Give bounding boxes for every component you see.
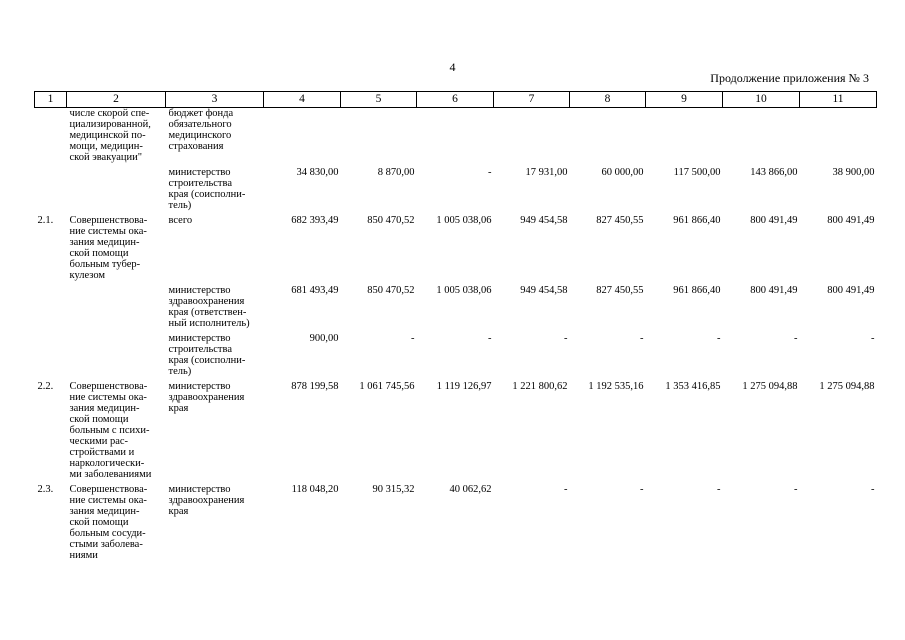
amount-cell: 961 866,40 [673,215,721,226]
amount-cell: 1 275 094,88 [742,381,798,392]
amount-cell: - [794,333,798,344]
column-header: 1 [35,92,67,108]
table-row [35,283,877,331]
amount-cell: - [640,333,644,344]
amount-cell: 1 005 038,06 [436,215,492,226]
amount-cell: 90 315,32 [372,484,415,495]
appendix-caption: Продолжение приложения № 3 [710,71,869,85]
table-row [35,482,877,563]
funding-source: министерство здравоохранения края [168,381,245,414]
measure-name: числе скорой спе- циализированной, медицинской по- мощи, медицин- ской эвакуации" [69,108,151,163]
row-index [35,165,67,213]
column-header: 6 [417,92,494,108]
amount-cell: 827 450,55 [596,215,644,226]
amount-cell: - [871,333,875,344]
appendix-table [34,91,877,563]
amount-cell: - [488,167,492,178]
amount-cell: - [871,484,875,495]
amount-cell: 34 830,00 [296,167,339,178]
amount-cell [264,108,341,166]
measure-name [67,165,166,213]
amount-cell: 949 454,58 [520,215,568,226]
row-index [35,283,67,331]
column-header: 2 [67,92,166,108]
table-row [35,108,877,166]
amount-cell: 800 491,49 [750,285,798,296]
amount-cell: 827 450,55 [596,285,644,296]
amount-cell: 117 500,00 [673,167,721,178]
measure-name: Совершенствова- ние системы ока- зания медицин- ской помощи больным тубер- кулезом [69,215,148,281]
column-header: 11 [800,92,877,108]
column-header: 9 [646,92,723,108]
amount-cell: 8 870,00 [377,167,415,178]
funding-source: министерство здравоохранения края (ответствен- ный исполнитель) [168,285,250,329]
table-row [35,379,877,482]
funding-source: министерство строительства края (соисполни- тель) [168,167,246,211]
amount-cell: 800 491,49 [827,215,875,226]
table-row [35,331,877,379]
amount-cell: - [564,484,568,495]
amount-cell [723,108,800,166]
measure-name: Совершенствова- ние системы ока- зания медицин- ской помощи больным сосуди- стыми заболева- ниями [69,484,148,561]
row-index [35,331,67,379]
amount-cell: - [640,484,644,495]
amount-cell: 1 353 416,85 [665,381,721,392]
column-header: 3 [166,92,264,108]
funding-source: всего [168,215,193,226]
amount-cell: 1 119 126,97 [436,381,492,392]
amount-cell: 118 048,20 [291,484,339,495]
table-row [35,165,877,213]
funding-source: министерство здравоохранения края [168,484,245,517]
amount-cell: 1 221 800,62 [512,381,568,392]
amount-cell: 900,00 [309,333,339,344]
amount-cell: 800 491,49 [750,215,798,226]
amount-cell: 850 470,52 [367,215,415,226]
amount-cell: - [717,484,721,495]
amount-cell: 1 005 038,06 [436,285,492,296]
column-header: 7 [494,92,570,108]
measure-name: Совершенствова- ние системы ока- зания медицин- ской помощи больным с психи- ческими рас- стройствами и наркологически- ми заболеваниями [69,381,152,480]
amount-cell [570,108,646,166]
amount-cell: 1 192 535,16 [588,381,644,392]
amount-cell: 682 393,49 [291,215,339,226]
amount-cell [646,108,723,166]
amount-cell [800,108,877,166]
amount-cell: 681 493,49 [291,285,339,296]
column-header: 10 [723,92,800,108]
row-index [35,108,67,166]
amount-cell [494,108,570,166]
amount-cell [341,108,417,166]
amount-cell [417,108,494,166]
amount-cell: 800 491,49 [827,285,875,296]
amount-cell: 878 199,58 [291,381,339,392]
amount-cell: 1 061 745,56 [359,381,415,392]
column-header: 5 [341,92,417,108]
table-body [35,108,877,564]
amount-cell: - [717,333,721,344]
row-index: 2.3. [37,484,54,495]
amount-cell: - [794,484,798,495]
amount-cell: - [564,333,568,344]
amount-cell: - [488,333,492,344]
amount-cell: 143 866,00 [750,167,798,178]
amount-cell: - [411,333,415,344]
amount-cell: 961 866,40 [673,285,721,296]
row-index: 2.1. [37,215,54,226]
amount-cell: 1 275 094,88 [819,381,875,392]
page-number: 4 [449,60,456,74]
amount-cell: 38 900,00 [832,167,875,178]
row-index: 2.2. [37,381,54,392]
column-header: 8 [570,92,646,108]
table-row [35,213,877,283]
amount-cell: 60 000,00 [601,167,644,178]
column-header: 4 [264,92,341,108]
funding-source: бюджет фонда обязательного медицинского страхования [168,108,234,152]
amount-cell: 17 931,00 [525,167,568,178]
amount-cell: 949 454,58 [520,285,568,296]
amount-cell: 40 062,62 [449,484,492,495]
column-number-row [35,92,877,108]
measure-name [67,331,166,379]
amount-cell: 850 470,52 [367,285,415,296]
funding-source: министерство строительства края (соисполни- тель) [168,333,246,377]
measure-name [67,283,166,331]
